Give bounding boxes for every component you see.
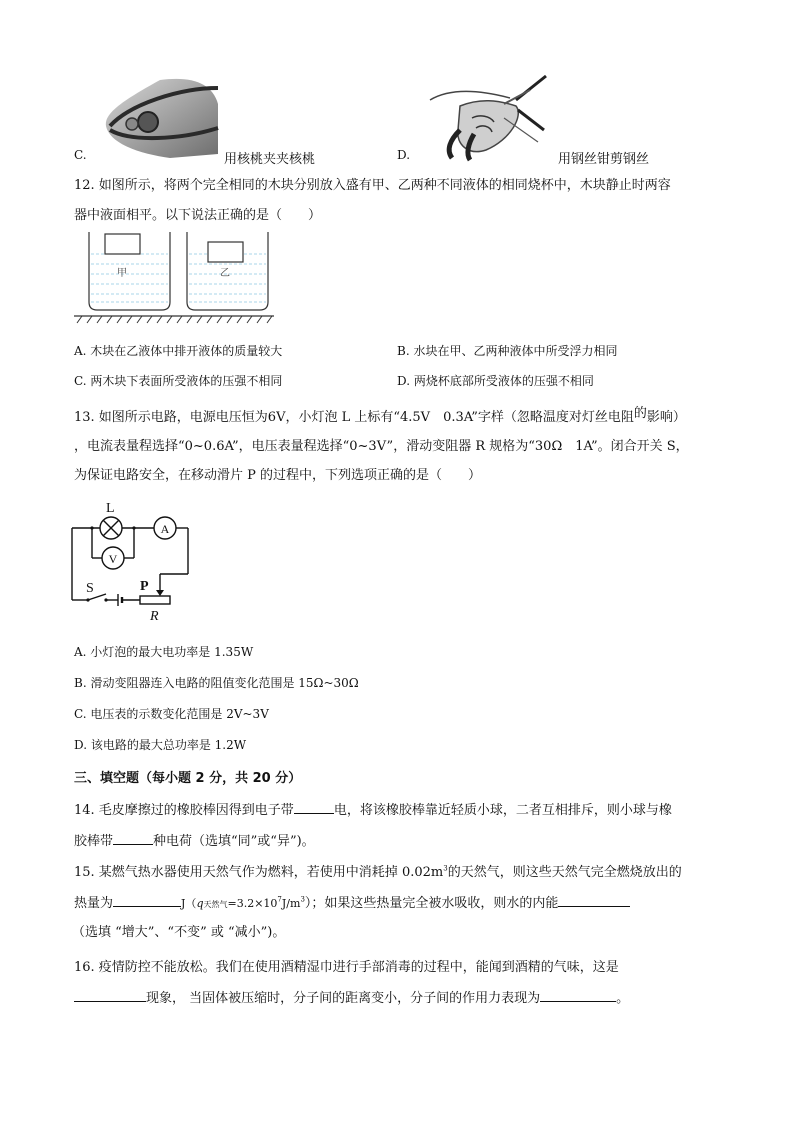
voltmeter-label: V: [108, 552, 118, 566]
wire-cutter-illustration: [420, 70, 555, 162]
q13-circuit-figure: [66, 494, 196, 624]
q14-text-2a: 胶棒带: [74, 834, 114, 849]
q13-stem-line-1-b: 的: [633, 406, 647, 421]
q15-blank-2[interactable]: [558, 893, 630, 907]
q12-option-a[interactable]: A. 木块在乙液体中排开液体的质量较大: [74, 344, 283, 358]
q12-stem-line-1: 12. 如图所示，将两个完全相同的木块分别放入盛有甲、乙两种不同液体的相同烧杯中，木块静止时两容: [74, 178, 671, 193]
q14-blank-2[interactable]: [113, 831, 153, 845]
q16-text-2a: 现象， 当固体被压缩时，分子间的距离变小，分子间的作用力表现为: [146, 991, 541, 1006]
q13-stem-line-1-a: 13. 如图所示电路，电源电压恒为6V，小灯泡 L 上标有“4.5V 0.3A”字样（忽略温度对灯丝电阻: [74, 410, 634, 425]
q12-beakers-figure: [74, 228, 274, 328]
q12-option-c[interactable]: C. 两木块下表面所受液体的压强不相同: [74, 374, 283, 388]
lamp-label: L: [106, 501, 115, 516]
q16-blank-2[interactable]: [540, 988, 616, 1002]
q15-text-1b: 的天然气，则这些天然气完全燃烧放出的: [447, 865, 682, 880]
q14-line-1: [74, 799, 672, 818]
switch-label: S: [86, 581, 94, 596]
q15-sup-2: 7: [277, 895, 282, 904]
q12-option-d[interactable]: D. 两烧杯底部所受液体的压强不相同: [397, 374, 594, 388]
q13-option-c[interactable]: C. 电压表的示数变化范围是 2V~3V: [74, 707, 269, 721]
q11-option-d-letter: D.: [397, 148, 411, 162]
q11-option-d-image: [420, 70, 555, 162]
q16-text-2b: 。: [616, 991, 630, 1006]
q15-q-symbol: q: [196, 897, 204, 910]
q15-text-2a: 热量为: [74, 896, 114, 911]
q16-line-1: 16. 疫情防控不能放松。我们在使用酒精湿巾进行手部消毒的过程中，能闻到酒精的气味，这是: [74, 960, 619, 975]
q11-option-d-text: 用钢丝钳剪钢丝: [558, 152, 650, 167]
q14-text-2b: 种电荷（选填“同”或“异”)。: [153, 834, 315, 849]
q13-option-a[interactable]: A. 小灯泡的最大电功率是 1.35W: [74, 645, 254, 659]
q15-text-2e: ）；如果这些热量完全被水吸收，则水的内能: [304, 896, 559, 911]
q13-option-b[interactable]: B. 滑动变阻器连入电路的阻值变化范围是 15Ω~30Ω: [74, 676, 359, 690]
q12-option-b[interactable]: B. 水块在甲、乙两种液体中所受浮力相同: [397, 344, 618, 358]
beaker-label-yi: 乙: [220, 268, 230, 279]
slider-label: P: [140, 579, 149, 594]
q15-sup-1: 3: [443, 864, 448, 873]
q16-blank-1[interactable]: [74, 988, 146, 1002]
q14-line-2: [74, 830, 315, 849]
q11-option-c-text: 用核桃夹夹核桃: [224, 152, 316, 167]
q15-text-2b: J（: [181, 897, 197, 910]
q14-blank-1[interactable]: [294, 800, 334, 814]
q15-sup-3: 3: [300, 895, 305, 904]
q15-line-2: [74, 892, 630, 911]
q11-option-c-letter: C.: [74, 148, 87, 162]
q15-text-2c: =3.2×10: [227, 897, 278, 910]
q15-line-1: [74, 861, 682, 880]
q13-option-d[interactable]: D. 该电路的最大总功率是 1.2W: [74, 738, 247, 752]
beaker-label-jia: 甲: [117, 268, 127, 279]
section-3-heading: 三、填空题（每小题 2 分，共 20 分）: [74, 771, 302, 786]
q15-text-1a: 15. 某燃气热水器使用天然气作为燃料，若使用中消耗掉 0.02m: [74, 865, 444, 880]
two-beakers-diagram: [74, 228, 274, 328]
q15-line-3: （选填 “增大”、“不变” 或 “减小”)。: [72, 925, 286, 940]
ammeter-label: A: [160, 522, 170, 536]
q15-sub: 天然气: [203, 900, 228, 909]
q13-stem-line-1-c: 影响）: [646, 410, 686, 425]
q14-text-1a: 14. 毛皮摩擦过的橡胶棒因得到电子带: [74, 803, 294, 818]
q12-stem-line-2: 器中液面相平。以下说法正确的是（ ）: [74, 208, 322, 223]
q13-stem-line-1: [74, 406, 686, 425]
q14-text-1b: 电，将该橡胶棒靠近轻质小球，二者互相排斥，则小球与橡: [333, 803, 672, 818]
nutcracker-illustration: [100, 74, 220, 160]
q15-blank-1[interactable]: [113, 893, 181, 907]
q13-stem-line-3: 为保证电路安全，在移动滑片 P 的过程中，下列选项正确的是（ ）: [74, 468, 482, 483]
q16-line-2: [74, 987, 629, 1006]
rheostat-label: R: [150, 609, 159, 624]
q11-option-c-image: [100, 74, 220, 160]
q15-text-2d: J/m: [281, 897, 301, 910]
q13-stem-line-2: ，电流表量程选择“0~0.6A”，电压表量程选择“0~3V”，滑动变阻器 R 规格为“30Ω 1A”。闭合开关 S，: [74, 439, 689, 454]
circuit-diagram: [66, 494, 196, 624]
